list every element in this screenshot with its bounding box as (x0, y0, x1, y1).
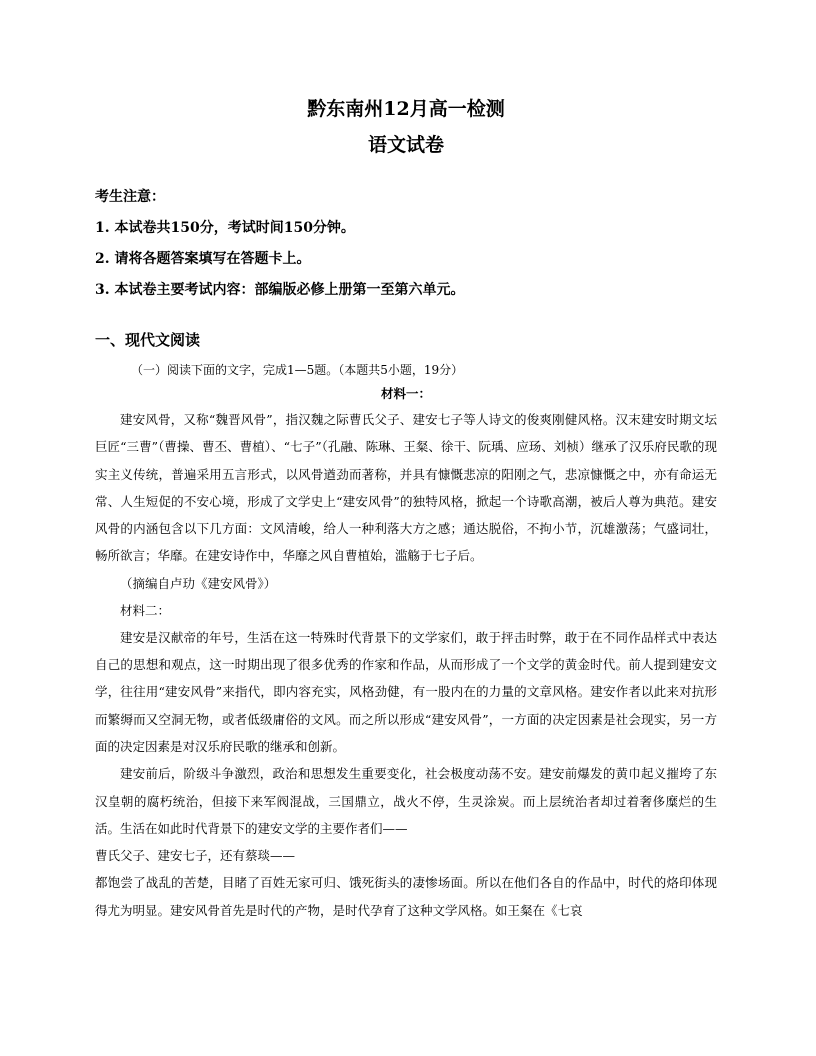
material2-paragraph-1: 建安是汉献帝的年号，生活在这一特殊时代背景下的文学家们，敢于抨击时弊，敢于在不同作品样式中表达自己的思想和观点，这一时期出现了很多优秀的作家和作品，从而形成了一个文学的黄金时代。前人提到建安文学，往往用“建安风骨”来指代，即内容充实，风格劲健，有一股内在的力量的文章风格。建安作者以此来对抗形而繁缛而又空洞无物，或者低级庸俗的文风。而之所以形成“建安风骨”，一方面的决定因素是社会现实，另一方面的决定因素是对汉乐府民歌的继承和创新。 (95, 629, 717, 754)
material2-line-3: 曹氏父子、建安七子，还有蔡琰—— (95, 848, 296, 864)
material1-label: 材料一： (380, 386, 431, 401)
notice-item-3: 3. 本试卷主要考试内容：部编版必修上册第一至第六单元。 (95, 282, 465, 298)
section-heading-modern-reading: 一、现代文阅读 (95, 331, 201, 349)
material2-paragraph-2: 建安前后，阶级斗争激烈，政治和思想发生重要变化，社会极度动荡不安。建安前爆发的黄巾起义摧垮了东汉皇朝的腐朽统治，但接下来军阀混战，三国鼎立，战火不停，生灵涂炭。而上层统治者却过着奢侈糜烂的生活。生活在如此时代背景下的建安文学的主要作者们—— (95, 766, 717, 836)
material2-label: 材料二： (120, 602, 171, 618)
notice-item-2: 2. 请将各题答案填写在答题卡上。 (95, 251, 311, 267)
notice-item-1: 1. 本试卷共150分，考试时间150分钟。 (95, 220, 355, 236)
exam-title: 黔东南州12月高一检测 (307, 98, 505, 120)
material2-paragraph-3: 都饱尝了战乱的苦楚，目睹了百姓无家可归、饿死街头的凄惨场面。所以在他们各自的作品中，时代的烙印体现得尤为明显。建安风骨首先是时代的产物，是时代孕育了这种文学风格。如王粲在《七哀 (95, 875, 717, 918)
material1-source: （摘编自卢玏《建安风骨》） (120, 575, 277, 591)
notice-block (95, 182, 717, 306)
exam-subtitle: 语文试卷 (367, 134, 444, 156)
notice-heading: 考生注意： (95, 189, 165, 205)
section-intro: （一）阅读下面的文字，完成1—5题。（本题共5小题，19分） (131, 363, 464, 377)
page-content (95, 96, 717, 924)
material1-paragraph: 建安风骨，又称“魏晋风骨”，指汉魏之际曹氏父子、建安七子等人诗文的俊爽刚健风格。汉末建安时期文坛巨匠“三曹”（曹操、曹丕、曹植）、“七子”（孔融、陈琳、王粲、徐干、阮瑀、应玚、刘桢）继承了汉乐府民歌的现实主义传统，普遍采用五言形式，以风骨遒劲而著称，并具有慷慨悲凉的阳刚之气，悲凉慷慨之中，亦有命运无常、人生短促的不安心境，形成了文学史上“建安风骨”的独特风格，掀起一个诗歌高潮，被后人尊为典范。建安风骨的内涵包含以下几方面：文风清峻，给人一种利落大方之感；通达脱俗，不拘小节，沉雄激荡；气盛词壮，畅所欲言；华靡。在建安诗作中，华靡之风自曹植始，滥觞于七子后。 (95, 412, 717, 564)
